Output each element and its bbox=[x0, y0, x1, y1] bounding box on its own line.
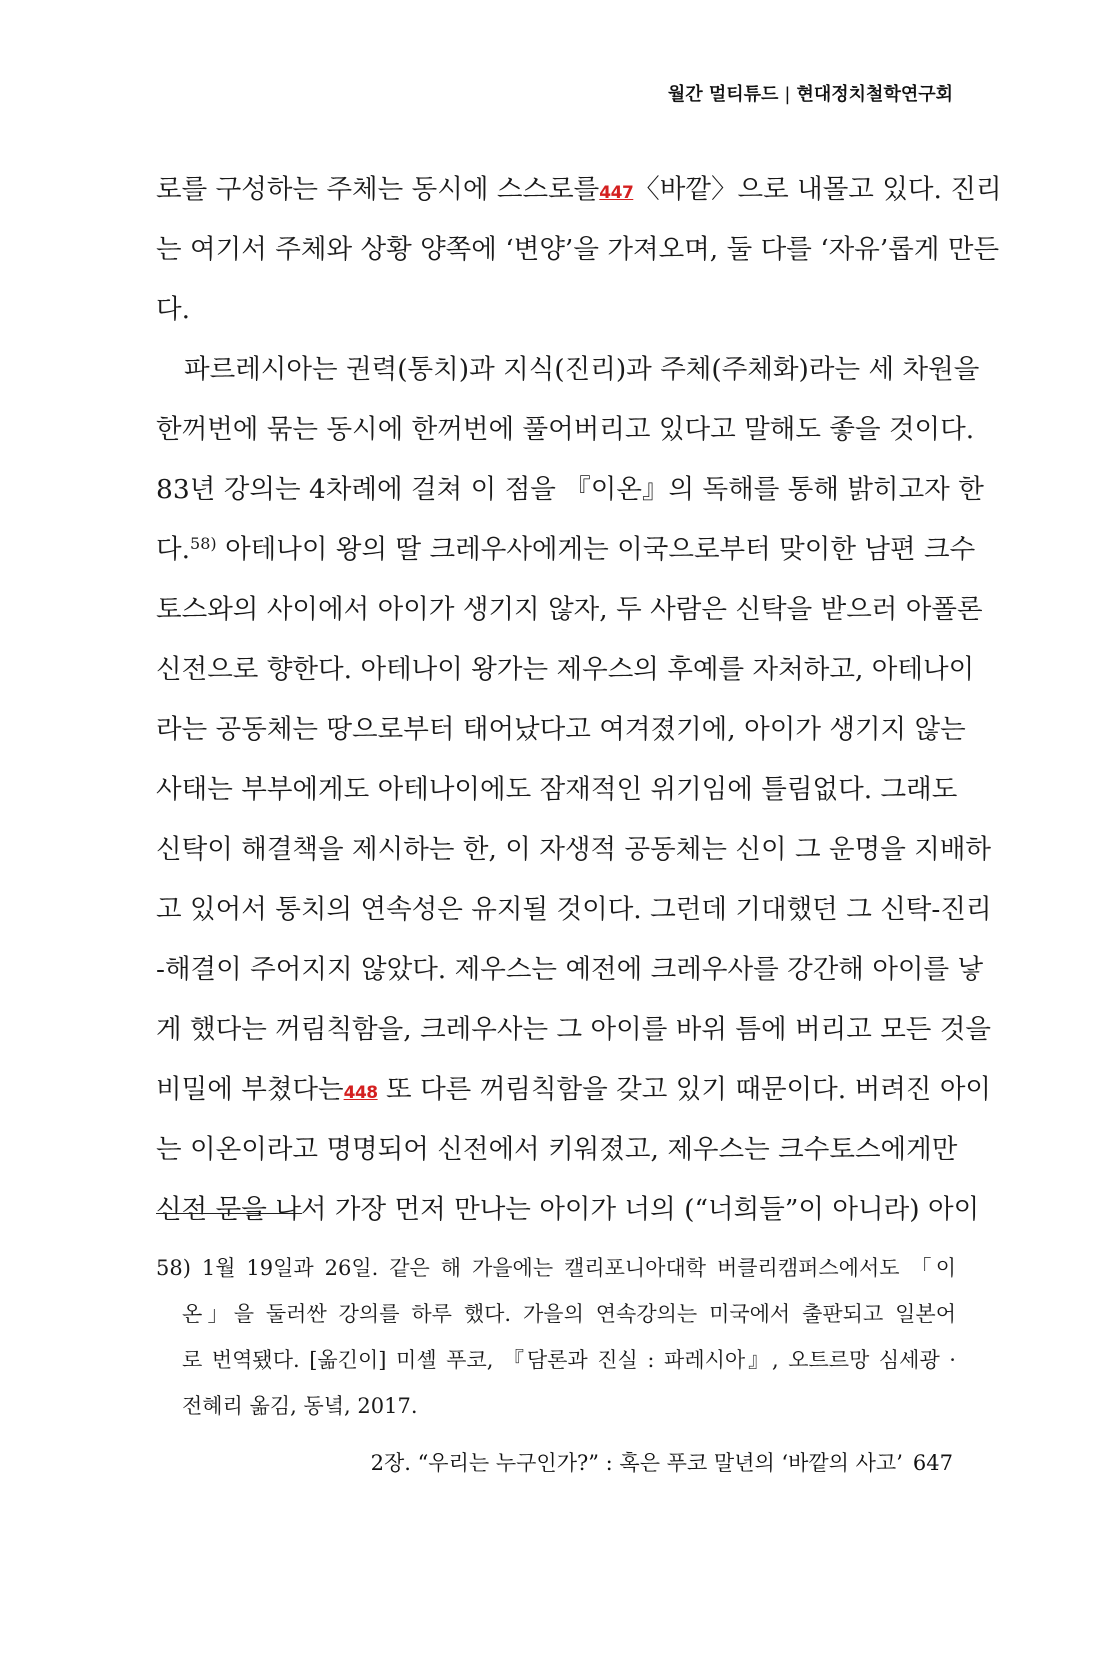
body-line: 는 여기서 주체와 상황 양쪽에 ‘변양’을 가져오며, 둘 다를 ‘자유’롭게 만든 bbox=[156, 234, 1000, 265]
footnote-line: 로 번역됐다. [옮긴이] 미셸 푸코, 『담론과 진실 : 파레시아』, 오트르망 심세광 · bbox=[182, 1348, 956, 1372]
header-separator: | bbox=[784, 84, 791, 105]
body-line: 토스와의 사이에서 아이가 생기지 않자, 두 사람은 신탁을 받으러 아폴론 bbox=[156, 594, 983, 625]
body-line: 한꺼번에 묶는 동시에 한꺼번에 풀어버리고 있다고 말해도 좋을 것이다. bbox=[156, 414, 975, 445]
body-line: 신탁이 해결책을 제시하는 한, 이 자생적 공동체는 신이 그 운명을 지배하 bbox=[156, 834, 992, 865]
page-number: 647 bbox=[912, 1451, 953, 1475]
body-line: 파르레시아는 권력(통치)과 지식(진리)과 주체(주체화)라는 세 차원을 bbox=[184, 354, 980, 385]
running-header bbox=[668, 80, 953, 106]
body-line: 라는 공동체는 땅으로부터 태어났다고 여겨졌기에, 아이가 생기지 않는 bbox=[156, 714, 966, 745]
journal-name: 월간 멀티튜드 bbox=[667, 84, 779, 105]
chapter-title: 2장. “우리는 누구인가?” : 혹은 푸코 말년의 ‘바깥의 사고’ bbox=[370, 1451, 903, 1475]
society-name: 현대정치철학연구회 bbox=[796, 84, 953, 105]
body-line: 83년 강의는 4차례에 걸쳐 이 점을 『이온』의 독해를 통해 밝히고자 한 bbox=[156, 474, 984, 505]
page-reference-marker[interactable]: 447 bbox=[599, 183, 634, 203]
body-line: 는 이온이라고 명명되어 신전에서 키워졌고, 제우스는 크수토스에게만 bbox=[156, 1134, 958, 1165]
body-line: 다.$^{58)}$ 아테나이 왕의 딸 크레우사에게는 이국으로부터 맞이한 남편 크수 bbox=[156, 534, 976, 565]
footnote-line: 58) 1월 19일과 26일. 같은 해 가을에는 캘리포니아대학 버클리캠퍼스에서도 「이 bbox=[156, 1256, 956, 1280]
body-line: 다. bbox=[156, 294, 191, 325]
body-text bbox=[156, 160, 1002, 1240]
footnote-line: 온」을 둘러싼 강의를 하루 했다. 가을의 연속강의는 미국에서 출판되고 일본어 bbox=[182, 1302, 956, 1326]
body-line: 고 있어서 통치의 연속성은 유지될 것이다. 그런데 기대했던 그 신탁-진리 bbox=[156, 894, 992, 925]
body-line: 게 했다는 꺼림칙함을, 크레우사는 그 아이를 바위 틈에 버리고 모든 것을 bbox=[156, 1014, 992, 1045]
page-reference-marker[interactable]: 448 bbox=[343, 1083, 378, 1103]
running-footer bbox=[371, 1447, 953, 1477]
body-line: 비밀에 부쳤다는448 또 다른 꺼림칙함을 갖고 있기 때문이다. 버려진 아이 bbox=[156, 1074, 992, 1105]
footnote-line: 전혜리 옮김, 동녘, 2017. bbox=[182, 1394, 418, 1418]
body-line: 로를 구성하는 주체는 동시에 스스로를447〈바깥〉으로 내몰고 있다. 진리 bbox=[156, 174, 1002, 205]
footnote-divider bbox=[156, 1213, 302, 1214]
footnote bbox=[156, 1245, 956, 1429]
body-line: 신전으로 향한다. 아테나이 왕가는 제우스의 후예를 자처하고, 아테나이 bbox=[156, 654, 975, 685]
footnote-reference[interactable]: 58) bbox=[190, 534, 217, 553]
body-line: 신전 문을 나서 가장 먼저 만나는 아이가 너의 (“너희들”이 아니라) 아이 bbox=[156, 1194, 980, 1225]
body-line: 사태는 부부에게도 아테나이에도 잠재적인 위기임에 틀림없다. 그래도 bbox=[156, 774, 958, 805]
body-line: -해결이 주어지지 않았다. 제우스는 예전에 크레우사를 강간해 아이를 낳 bbox=[156, 954, 984, 985]
